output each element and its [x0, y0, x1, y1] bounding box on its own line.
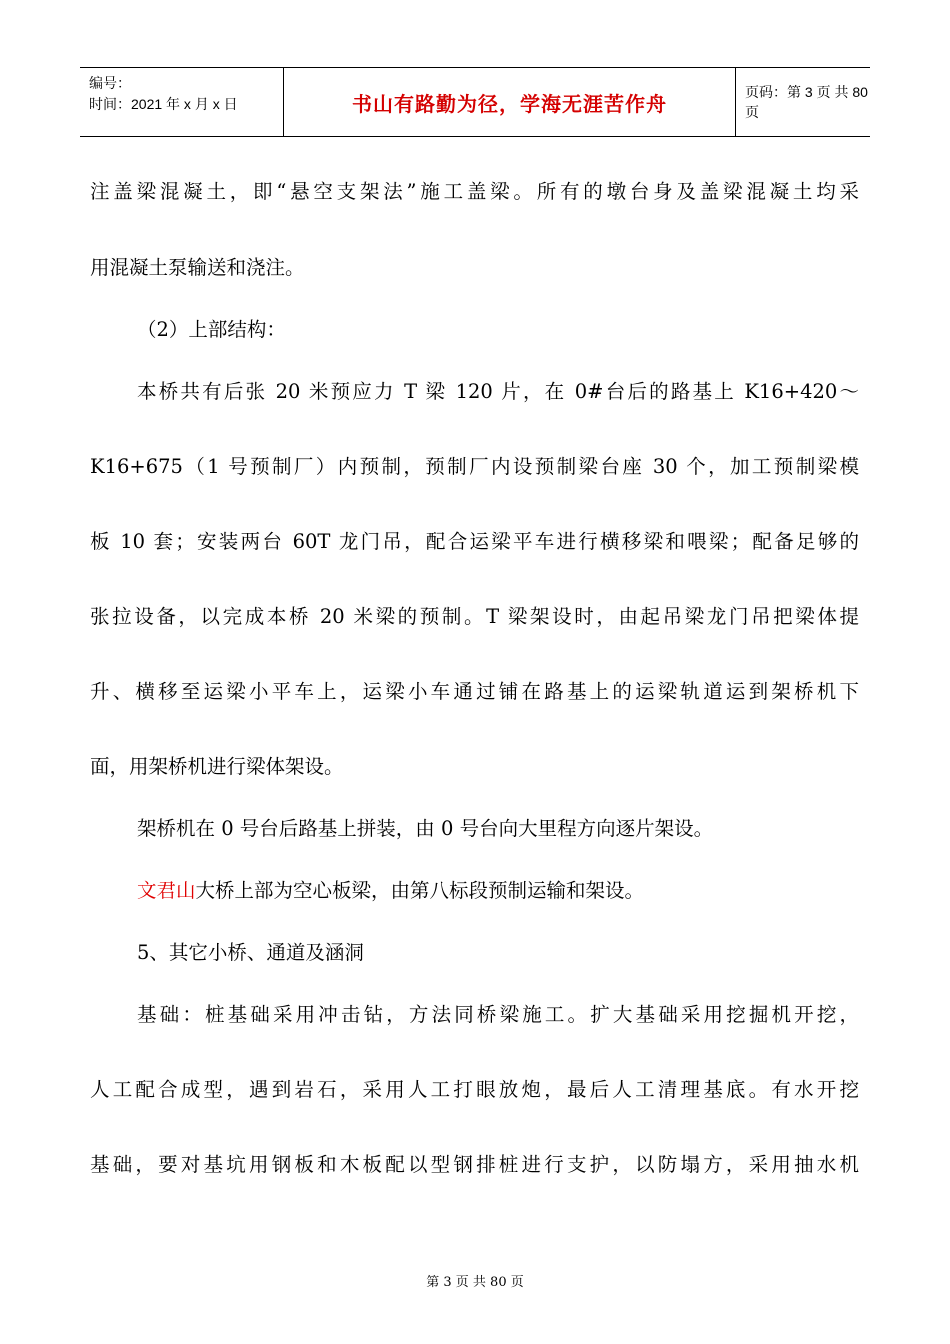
body-line-7: 张拉设备，以完成本桥 20 米梁的预制。T 梁架设时，由起吊梁龙门吊把梁体提 — [90, 605, 859, 628]
header-meta — [80, 68, 284, 136]
body-line-4: 本桥共有后张 20 米预应力 T 梁 120 片，在 0#台后的路基上 K16+420～ — [137, 380, 859, 403]
body-line-15: 基础，要对基坑用钢板和木板配以型钢排桩进行支护，以防塌方，采用抽水机 — [90, 1153, 859, 1176]
body-line-2: 用混凝土泵输送和浇注。 — [90, 256, 305, 279]
page-header — [80, 67, 870, 137]
body-line-6: 板 10 套；安装两台 60T 龙门吊，配合运梁平车进行横移梁和喂梁；配备足够的 — [90, 530, 859, 553]
body-line-8: 升、横移至运梁小平车上，运梁小车通过铺在路基上的运梁轨道运到架桥机下 — [90, 680, 859, 703]
header-page-info: 页码：第 3 页 共 80 页 — [745, 84, 868, 120]
body-line-13: 基础：桩基础采用冲击钻，方法同桥梁施工。扩大基础采用挖掘机开挖， — [137, 1003, 859, 1026]
body-line-11 — [137, 879, 644, 903]
header-motto: 书山有路勤为径，学海无涯苦作舟 — [352, 91, 667, 116]
body-line-1: 注盖梁混凝土，即“悬空支架法”施工盖梁。所有的墩台身及盖梁混凝土均采 — [90, 180, 859, 203]
page-footer: 第 3 页 共 80 页 — [426, 1275, 524, 1290]
document-date: 时间：2021 年 x 月 x 日 — [89, 96, 238, 112]
body-line-5: K16+675（1 号预制厂）内预制，预制厂内设预制梁台座 30 个，加工预制梁模 — [90, 455, 859, 478]
header-motto-cell — [284, 68, 736, 136]
body-line-9: 面，用架桥机进行梁体架设。 — [90, 755, 344, 778]
body-line-14: 人工配合成型，遇到岩石，采用人工打眼放炮，最后人工清理基底。有水开挖 — [90, 1078, 859, 1101]
section-heading-small-bridges: 5、其它小桥、通道及涵洞 — [137, 941, 364, 964]
document-number-label: 编号： — [89, 75, 131, 91]
section-heading-superstructure: （2）上部结构： — [137, 318, 286, 341]
body-line-11-text: 大桥上部为空心板梁，由第八标段预制运输和架设。 — [195, 879, 645, 902]
highlighted-bridge-name: 文君山 — [137, 879, 196, 902]
body-line-10: 架桥机在 0 号台后路基上拼装，由 0 号台向大里程方向逐片架设。 — [137, 817, 714, 840]
